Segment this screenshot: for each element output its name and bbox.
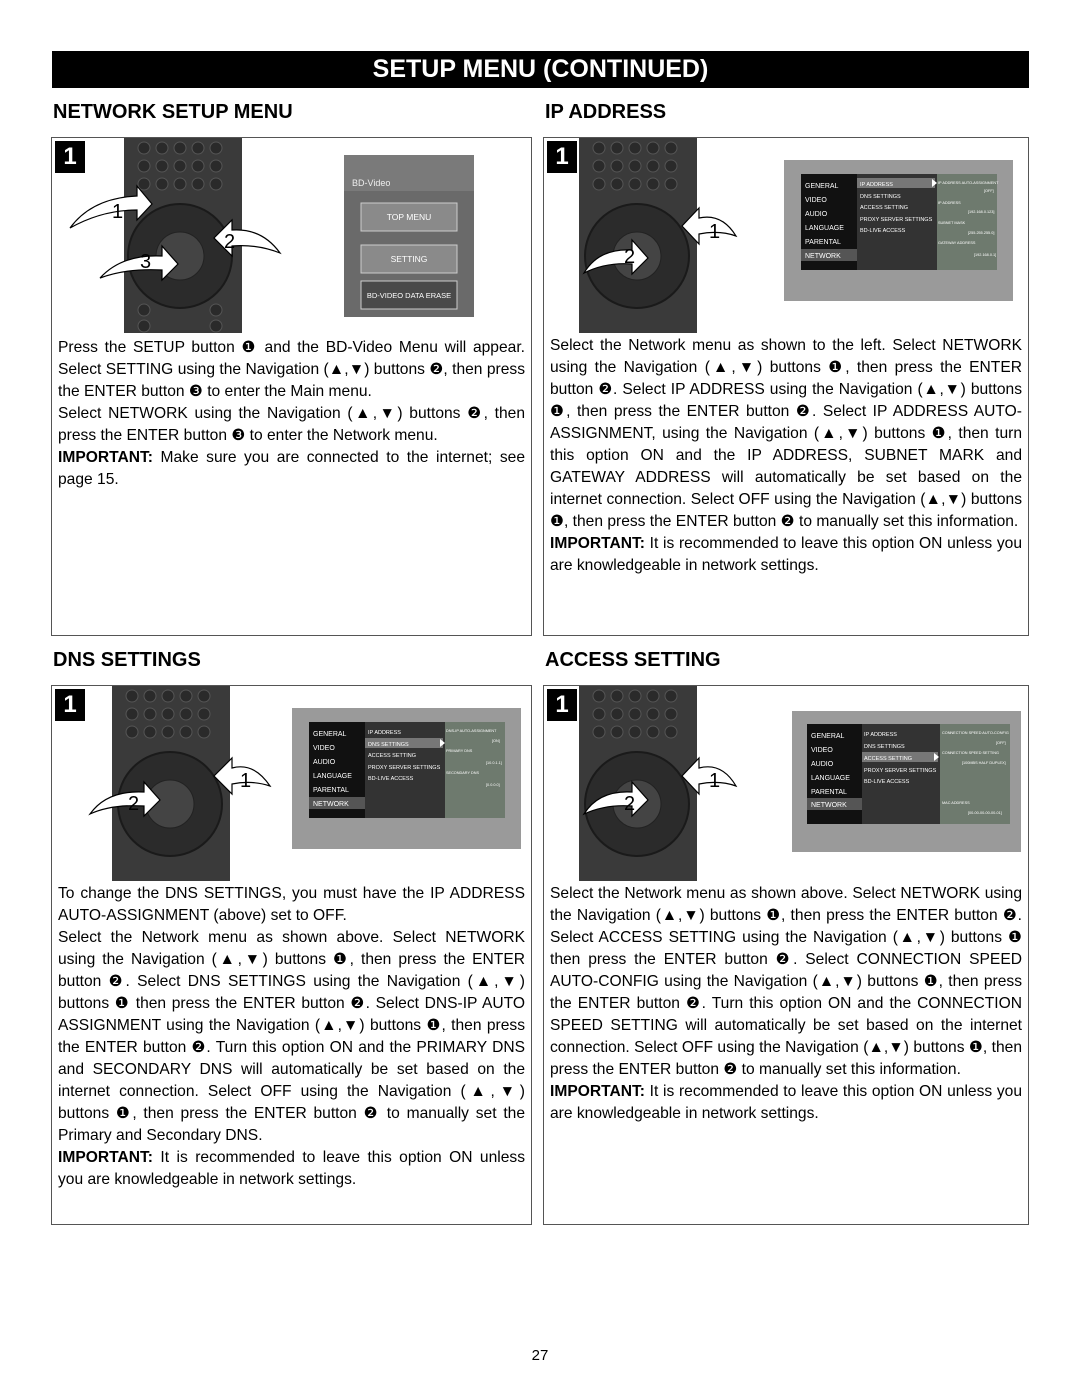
option-label: CONNECTION SPEED SETTING: [942, 751, 999, 755]
panel-access-setting: [543, 685, 1029, 1225]
section-title-ip-address: IP ADDRESS: [545, 101, 667, 123]
illustration-remote-and-network-menu: [52, 686, 531, 883]
submenu-ip-address[interactable]: IP ADDRESS: [864, 732, 897, 738]
submenu-access-setting[interactable]: ACCESS SETTING: [368, 753, 416, 759]
menu-audio[interactable]: AUDIO: [313, 759, 336, 766]
option-value: [ON]: [492, 739, 500, 743]
arrow-label-2: 2: [624, 793, 636, 815]
paragraph: To change the DNS SETTINGS, you must have the IP ADDRESS AUTO-ASSIGNMENT (above) set to OFF.: [58, 885, 525, 924]
option-value: [OFF]: [996, 741, 1006, 745]
option-value: [100MBS HALF DUPLEX]: [962, 761, 1006, 765]
option-label: SUBNET MASK: [938, 221, 966, 225]
arrow-label-1: 1: [112, 201, 124, 223]
panel-network-setup: [51, 137, 532, 636]
submenu-dns-settings[interactable]: DNS SETTINGS: [368, 742, 409, 748]
paragraph: Select the Network menu as shown above. Select NETWORK using the Navigation (▲,▼) buttons ❶, then press the ENTER button ❷. Select ACCESS SETTING using the Navigation (▲,▼) buttons ❶ then press the ENTER button ❷. Select CONNECTION SPEED AUTO-CONFIG using the Navigation (▲,▼) buttons ❶, then press the ENTER button ❷. Turn this option ON and the CONNECTION SPEED SETTING will automatically be set based on the internet connection. Select OFF using the Navigation (▲,▼) buttons ❶, then press the ENTER button ❷ to manually set this information.: [550, 885, 1022, 1078]
page-number: 27: [531, 1347, 549, 1364]
paragraph: Select the Network menu as shown above. Select NETWORK using the Navigation (▲,▼) buttons ❶, then press the ENTER button ❷. Select DNS SETTINGS using the Navigation (▲,▼) buttons ❶ then press the ENTER button ❷. Select DNS-IP AUTO ASSIGNMENT using the Navigation (▲,▼) buttons ❶, then press the ENTER button ❷. Turn this option ON and the PRIMARY DNS and SECONDARY DNS will automatically be set based on the internet connection. Select OFF using the Navigation (▲,▼) buttons ❶, then press the ENTER button ❷ to manually set the Primary and Secondary DNS.: [58, 929, 525, 1144]
submenu-access-setting[interactable]: ACCESS SETTING: [860, 205, 908, 211]
menu-video[interactable]: VIDEO: [313, 745, 335, 752]
option-value: [OFF]: [984, 189, 994, 193]
menu-language[interactable]: LANGUAGE: [805, 225, 844, 232]
body-text-network-setup: [58, 337, 525, 491]
illustration-remote-and-network-menu: [544, 138, 1028, 335]
arrow-label-2: 2: [624, 246, 636, 268]
option-label: IP ADDRESS AUTO-ASSIGNMENT: [938, 181, 999, 185]
option-label: PRIMARY DNS: [446, 749, 473, 753]
arrow-label-2: 2: [128, 793, 140, 815]
submenu-proxy-server[interactable]: PROXY SERVER SETTINGS: [860, 217, 933, 223]
step-badge: 1: [55, 141, 85, 173]
menu-audio[interactable]: AUDIO: [805, 211, 828, 218]
option-label: SECONDARY DNS: [446, 771, 479, 775]
section-title-network-setup: NETWORK SETUP MENU: [53, 101, 293, 123]
option-label: DNS-IP AUTO-ASSIGNMENT: [446, 729, 497, 733]
panel-dns-settings: [51, 685, 532, 1225]
step-badge: 1: [547, 141, 577, 173]
menu-general[interactable]: GENERAL: [805, 183, 839, 190]
menu-network[interactable]: NETWORK: [811, 802, 847, 809]
paragraph-important: IMPORTANT: It is recommended to leave this option ON unless you are knowledgeable in network settings.: [550, 535, 1022, 574]
paragraph: Press the SETUP button ❶ and the BD-Video Menu will appear. Select SETTING using the Navigation (▲,▼) buttons ❷, then press the ENTER button ❸ to enter the Main menu.: [58, 339, 525, 400]
menu-item-data-erase-label: BD-VIDEO DATA ERASE: [366, 291, 452, 300]
menu-audio[interactable]: AUDIO: [811, 761, 834, 768]
menu-general[interactable]: GENERAL: [811, 733, 845, 740]
submenu-proxy-server[interactable]: PROXY SERVER SETTINGS: [368, 765, 441, 771]
submenu-bd-live-access[interactable]: BD-LIVE ACCESS: [864, 779, 910, 785]
menu-parental[interactable]: PARENTAL: [811, 789, 847, 796]
submenu-ip-address[interactable]: IP ADDRESS: [368, 730, 401, 736]
bd-video-header: BD-Video: [352, 178, 391, 188]
page-banner: SETUP MENU (CONTINUED): [52, 51, 1029, 88]
menu-general[interactable]: GENERAL: [313, 731, 347, 738]
menu-language[interactable]: LANGUAGE: [811, 775, 850, 782]
submenu-proxy-server[interactable]: PROXY SERVER SETTINGS: [864, 768, 937, 774]
step-badge: 1: [547, 689, 577, 721]
submenu-access-setting[interactable]: ACCESS SETTING: [864, 756, 912, 762]
option-value: [0.0.0.0]: [486, 783, 500, 787]
option-label: GATEWAY ADDRESS: [938, 241, 976, 245]
body-text-access-setting: [550, 883, 1022, 1125]
menu-network[interactable]: NETWORK: [313, 801, 349, 808]
step-badge: 1: [55, 689, 85, 721]
submenu-dns-settings[interactable]: DNS SETTINGS: [864, 744, 905, 750]
illustration-remote-and-menu: [52, 138, 531, 335]
menu-parental[interactable]: PARENTAL: [313, 787, 349, 794]
menu-item-setting-label: SETTING: [390, 254, 428, 264]
paragraph-important: IMPORTANT: Make sure you are connected to the internet; see page 15.: [58, 449, 525, 488]
menu-parental[interactable]: PARENTAL: [805, 239, 841, 246]
paragraph-important: IMPORTANT: It is recommended to leave this option ON unless you are knowledgeable in network settings.: [550, 1083, 1022, 1122]
illustration-remote-and-network-menu: [544, 686, 1028, 883]
option-value: [192.168.0.123]: [968, 210, 995, 214]
submenu-dns-settings[interactable]: DNS SETTINGS: [860, 194, 901, 200]
option-label: CONNECTION SPEED AUTO-CONFIG: [942, 731, 1009, 735]
paragraph: Select the Network menu as shown to the left. Select NETWORK using the Navigation (▲,▼) buttons ❶, then press the ENTER button ❷. Select IP ADDRESS using the Navigation (▲,▼) buttons ❶, then press the ENTER button ❷. Select IP ADDRESS AUTO-ASSIGNMENT, using the Navigation (▲,▼) buttons ❶, then turn this option ON and the IP ADDRESS, SUBNET MARK and GATEWAY ADDRESS will automatically be set based on the internet connection. Select OFF using the Navigation (▲,▼) buttons ❶, then press the ENTER button ❷ to manually set this information.: [550, 337, 1022, 530]
body-text-ip-address: [550, 335, 1022, 577]
menu-video[interactable]: VIDEO: [811, 747, 833, 754]
arrow-label-1: 1: [709, 221, 721, 243]
section-title-dns-settings: DNS SETTINGS: [53, 649, 201, 671]
option-value: [10.0.1.1]: [486, 761, 502, 765]
arrow-label-1: 1: [709, 770, 721, 792]
submenu-bd-live-access[interactable]: BD-LIVE ACCESS: [860, 228, 906, 234]
menu-language[interactable]: LANGUAGE: [313, 773, 352, 780]
arrow-label-1: 1: [240, 770, 252, 792]
option-value: [255.255.255.0]: [968, 231, 995, 235]
menu-item-top-menu-label: TOP MENU: [386, 212, 432, 222]
paragraph: Select NETWORK using the Navigation (▲,▼) buttons ❷, then press the ENTER button ❸ to enter the Network menu.: [58, 405, 525, 444]
panel-ip-address: [543, 137, 1029, 636]
arrow-label-2: 2: [224, 231, 236, 253]
menu-video[interactable]: VIDEO: [805, 197, 827, 204]
arrow-label-3: 3: [140, 251, 152, 273]
option-value: [192.168.0.1]: [974, 253, 997, 257]
option-label: IP ADDRESS: [938, 201, 961, 205]
section-title-access-setting: ACCESS SETTING: [545, 649, 721, 671]
menu-network[interactable]: NETWORK: [805, 253, 841, 260]
paragraph-important: IMPORTANT: It is recommended to leave this option ON unless you are knowledgeable in network settings.: [58, 1149, 525, 1188]
body-text-dns-settings: [58, 883, 525, 1191]
submenu-ip-address[interactable]: IP ADDRESS: [860, 182, 893, 188]
option-label: MAC ADDRESS: [942, 801, 970, 805]
option-value: [00-00-00-00-00-01]: [968, 811, 1002, 815]
submenu-bd-live-access[interactable]: BD-LIVE ACCESS: [368, 776, 414, 782]
